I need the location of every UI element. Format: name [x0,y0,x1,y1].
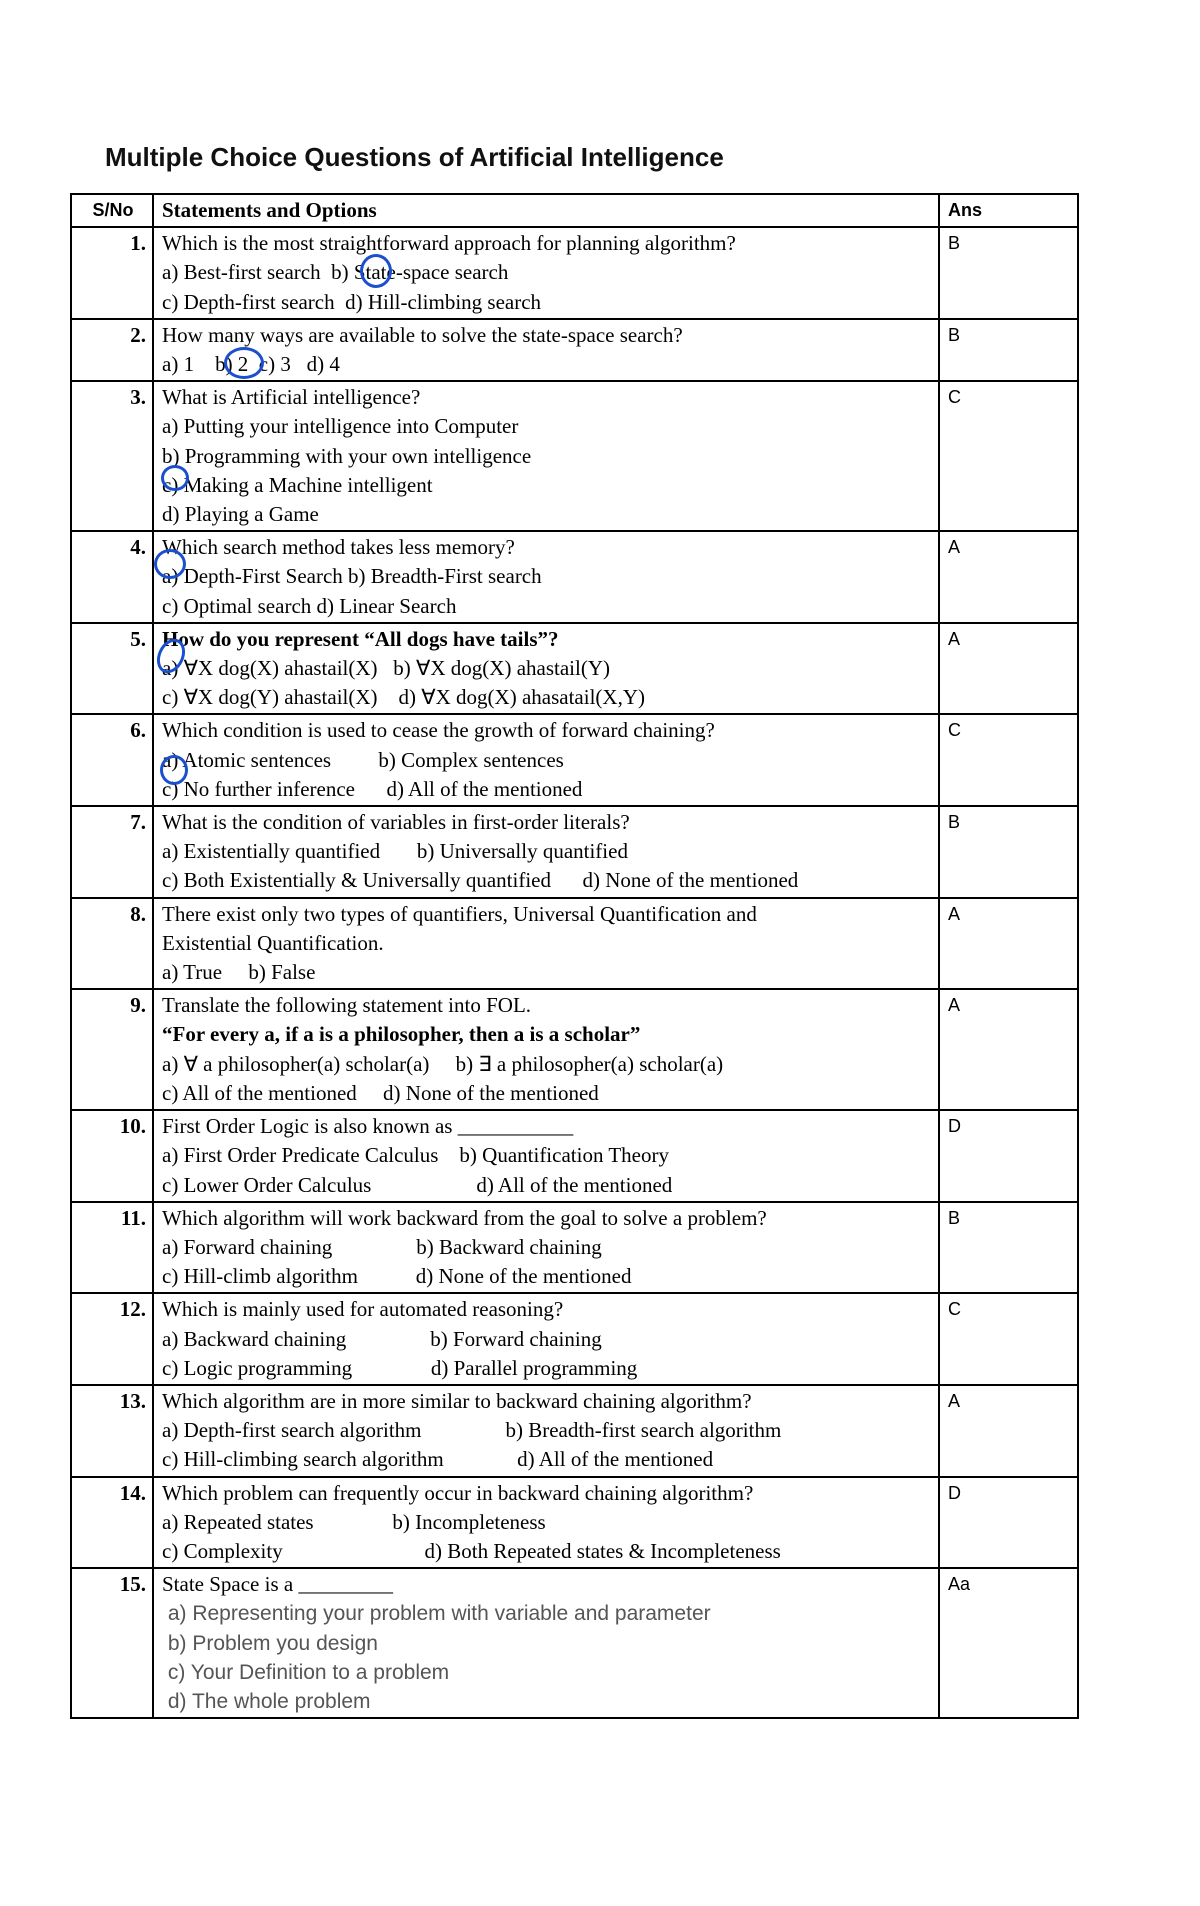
question-text: State Space is a _________ [162,1572,393,1597]
question-text: Which condition is used to cease the growth of forward chaining? [162,718,715,743]
answer-cell: D [939,1477,1078,1569]
table-row [71,319,1078,381]
answer-cell: B [939,227,1078,319]
question-statement [153,806,939,898]
question-number: 9. [71,989,153,1110]
header-sn: S/No [71,194,153,227]
option-line: d) The whole problem [162,1689,371,1713]
answer-cell: B [939,319,1078,381]
option-line: c) Making a Machine intelligent [162,472,433,497]
question-text: First Order Logic is also known as ___________ [162,1114,574,1139]
table-row [71,1568,1078,1718]
question-statement [153,714,939,806]
option-line: c) Your Definition to a problem [162,1660,450,1684]
option-line: c) Complexity d) Both Repeated states & Incompleteness [162,1538,781,1563]
question-statement [153,381,939,531]
answer-cell: A [939,898,1078,990]
question-number: 8. [71,898,153,990]
table-row [71,714,1078,806]
question-statement [153,1293,939,1385]
question-text: What is the condition of variables in first-order literals? [162,810,630,835]
option-line: c) Logic programming d) Parallel programming [162,1355,638,1380]
question-number: 7. [71,806,153,898]
answer-cell: Aa [939,1568,1078,1718]
option-line: b) Programming with your own intelligence [162,443,532,468]
question-number: 11. [71,1202,153,1294]
option-line: c) Depth-first search d) Hill-climbing search [162,289,542,314]
table-row [71,1477,1078,1569]
question-text: What is Artificial intelligence? [162,385,421,410]
table-row [71,531,1078,623]
answer-cell: A [939,531,1078,623]
header-ans: Ans [939,194,1078,227]
table-row [71,806,1078,898]
option-line: a) Putting your intelligence into Computer [162,414,519,439]
option-line: a) Backward chaining b) Forward chaining [162,1326,602,1351]
question-number: 3. [71,381,153,531]
option-line: c) ∀X dog(Y) ahastail(X) d) ∀X dog(X) ahasatail(X,Y) [162,685,645,710]
question-number: 14. [71,1477,153,1569]
question-text: Which is mainly used for automated reasoning? [162,1297,564,1322]
question-text: Which algorithm will work backward from the goal to solve a problem? [162,1205,767,1230]
question-number: 10. [71,1110,153,1202]
answer-cell: A [939,989,1078,1110]
page-title: Multiple Choice Questions of Artificial Intelligence [105,142,724,172]
option-line: c) Hill-climbing search algorithm d) All of the mentioned [162,1447,714,1472]
question-text: How do you represent “All dogs have tails”? [162,626,559,651]
question-text: Which algorithm are in more similar to backward chaining algorithm? [162,1388,752,1413]
option-line: Existential Quantification. [162,930,384,955]
option-line: c) Lower Order Calculus d) All of the mentioned [162,1172,673,1197]
question-text: Which problem can frequently occur in backward chaining algorithm? [162,1480,754,1505]
option-line: a) ∀X dog(X) ahastail(X) b) ∀X dog(X) ahastail(Y) [162,656,611,681]
table-row [71,898,1078,990]
question-statement [153,1568,939,1718]
question-number: 12. [71,1293,153,1385]
table-header-row [71,194,1078,227]
option-line: a) Depth-First Search b) Breadth-First search [162,564,542,589]
table-row [71,1293,1078,1385]
question-number: 6. [71,714,153,806]
table-row [71,989,1078,1110]
option-line: a) Repeated states b) Incompleteness [162,1509,546,1534]
question-text: There exist only two types of quantifiers, Universal Quantification and [162,901,757,926]
question-statement [153,623,939,715]
table-row [71,1202,1078,1294]
question-number: 13. [71,1385,153,1477]
question-statement [153,898,939,990]
option-line: c) No further inference d) All of the mentioned [162,776,583,801]
question-number: 5. [71,623,153,715]
answer-cell: C [939,381,1078,531]
option-line: a) Existentially quantified b) Universally quantified [162,839,628,864]
table-row [71,381,1078,531]
question-statement [153,989,939,1110]
option-line: a) First Order Predicate Calculus b) Quantification Theory [162,1143,669,1168]
answer-cell: C [939,714,1078,806]
question-text: Which is the most straightforward approach for planning algorithm? [162,231,736,256]
option-line: c) Optimal search d) Linear Search [162,593,457,618]
option-line: a) True b) False [162,960,316,985]
answer-cell: C [939,1293,1078,1385]
header-statement: Statements and Options [153,194,939,227]
question-statement [153,1477,939,1569]
question-text: Which search method takes less memory? [162,535,515,560]
question-text: How many ways are available to solve the state-space search? [162,322,683,347]
option-line: a) Depth-first search algorithm b) Breadth-first search algorithm [162,1418,782,1443]
option-line: a) Forward chaining b) Backward chaining [162,1234,602,1259]
option-line: a) Best-first search b) State-space search [162,260,509,285]
table-row [71,227,1078,319]
option-line: a) Atomic sentences b) Complex sentences [162,747,564,772]
option-line: c) Both Existentially & Universally quantified d) None of the mentioned [162,868,799,893]
question-number: 1. [71,227,153,319]
answer-cell: D [939,1110,1078,1202]
option-line: a) ∀ a philosopher(a) scholar(a) b) ∃ a philosopher(a) scholar(a) [162,1051,724,1076]
answer-cell: B [939,806,1078,898]
question-number: 4. [71,531,153,623]
option-line: c) Hill-climb algorithm d) None of the mentioned [162,1264,632,1289]
option-line: a) Representing your problem with variable and parameter [162,1602,711,1626]
option-line: b) Problem you design [162,1631,378,1655]
question-text: Translate the following statement into FOL. [162,993,532,1018]
question-number: 15. [71,1568,153,1718]
question-statement [153,531,939,623]
question-statement [153,319,939,381]
answer-cell: A [939,1385,1078,1477]
question-statement [153,1202,939,1294]
mcq-table [70,193,1079,1719]
option-line: a) 1 b) 2 c) 3 d) 4 [162,352,340,377]
question-statement [153,227,939,319]
option-line: d) Playing a Game [162,502,319,527]
answer-cell: A [939,623,1078,715]
option-line: “For every a, if a is a philosopher, then a is a scholar” [162,1022,641,1047]
table-row [71,623,1078,715]
table-row [71,1110,1078,1202]
option-line: c) All of the mentioned d) None of the mentioned [162,1080,599,1105]
question-number: 2. [71,319,153,381]
question-statement [153,1385,939,1477]
question-statement [153,1110,939,1202]
table-row [71,1385,1078,1477]
answer-cell: B [939,1202,1078,1294]
